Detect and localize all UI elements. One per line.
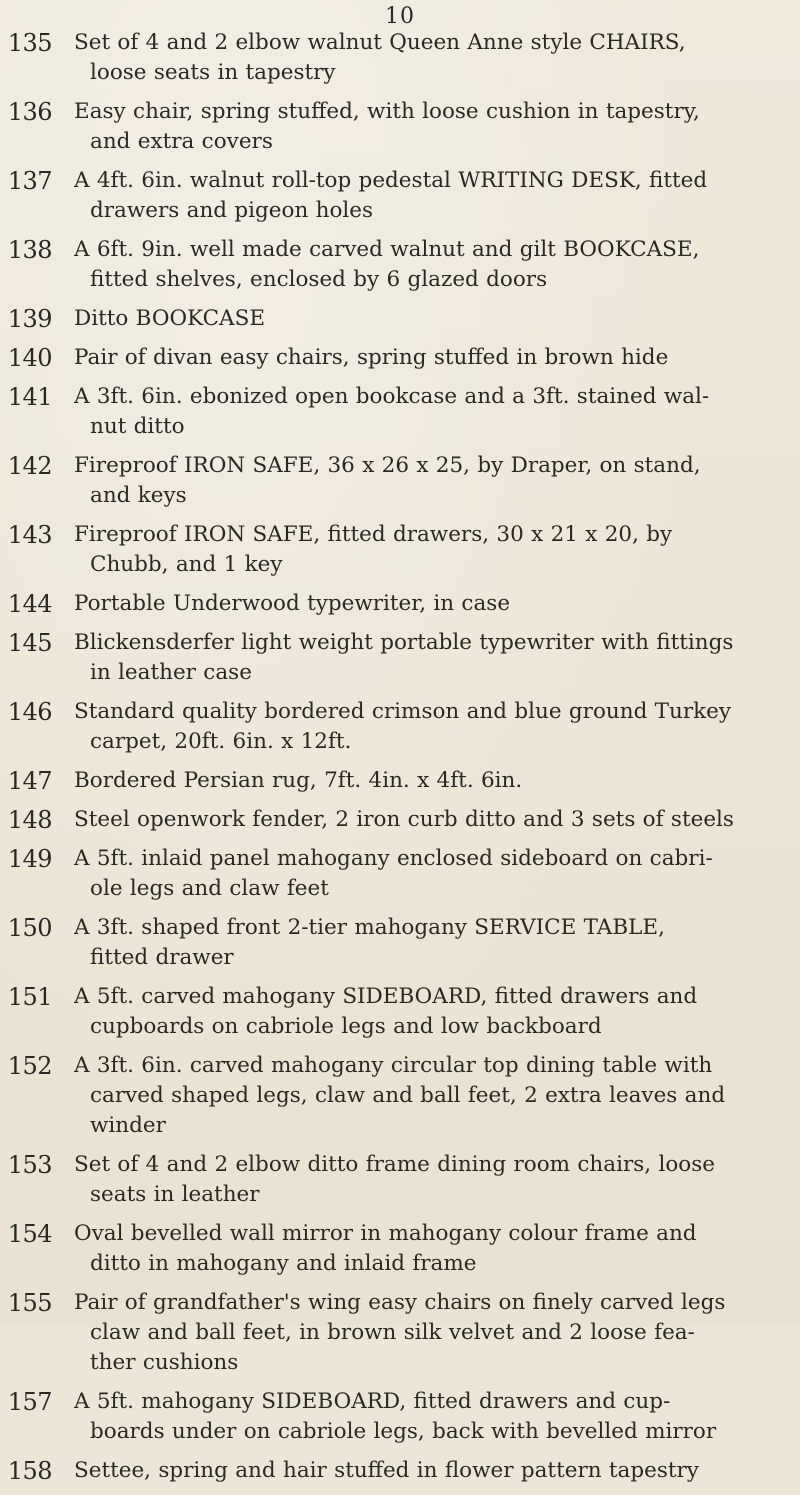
lot-number: 138: [7, 236, 52, 264]
lot-description-line: and keys: [90, 483, 187, 508]
lot-description-line: ole legs and claw feet: [90, 876, 329, 901]
lot-entry: [0, 343, 800, 373]
lot-description-line: A 5ft. mahogany SIDEBOARD, fitted drawers and cup-: [74, 1389, 671, 1414]
lot-entry: [0, 844, 800, 904]
lot-description-line: A 4ft. 6in. walnut roll-top pedestal WRITING DESK, fitted: [74, 168, 708, 193]
lot-description-line: Set of 4 and 2 elbow walnut Queen Anne style CHAIRS,: [74, 30, 686, 55]
lot-number: 155: [7, 1289, 52, 1317]
lot-number: 148: [7, 806, 52, 834]
lot-number: 143: [7, 521, 52, 549]
lot-entry: [0, 382, 800, 442]
lot-description-line: Set of 4 and 2 elbow ditto frame dining room chairs, loose: [74, 1152, 715, 1177]
lot-entry: [0, 805, 800, 835]
lot-entry: [0, 304, 800, 334]
lot-entry: [0, 451, 800, 511]
lot-description-line: loose seats in tapestry: [90, 60, 336, 85]
lot-description-line: Portable Underwood typewriter, in case: [74, 591, 511, 616]
lot-number: 151: [7, 983, 52, 1011]
lot-description-line: Bordered Persian rug, 7ft. 4in. x 4ft. 6in.: [74, 768, 523, 793]
lot-entry: [0, 235, 800, 295]
lot-number: 140: [7, 344, 52, 372]
lot-description-line: A 6ft. 9in. well made carved walnut and gilt BOOKCASE,: [74, 237, 700, 262]
lot-description-line: A 5ft. inlaid panel mahogany enclosed sideboard on cabri-: [74, 846, 713, 871]
lot-entry: [0, 97, 800, 157]
lot-description-line: A 3ft. 6in. carved mahogany circular top dining table with: [74, 1053, 713, 1078]
lot-description: [74, 1387, 798, 1447]
lot-description-line: claw and ball feet, in brown silk velvet and 2 loose fea-: [90, 1320, 695, 1345]
lot-entry: [0, 520, 800, 580]
lot-number: 149: [7, 845, 52, 873]
lot-description-line: boards under on cabriole legs, back with bevelled mirror: [90, 1419, 717, 1444]
lot-description-line: fitted shelves, enclosed by 6 glazed doors: [90, 267, 548, 292]
lot-number: 135: [7, 29, 52, 57]
lot-description-line: Pair of divan easy chairs, spring stuffed in brown hide: [74, 345, 669, 370]
lot-entry: [0, 1051, 800, 1141]
lot-description-line: Fireproof IRON SAFE, 36 x 26 x 25, by Draper, on stand,: [74, 453, 701, 478]
lot-description-line: Oval bevelled wall mirror in mahogany colour frame and: [74, 1221, 697, 1246]
lot-list: [0, 28, 800, 1495]
lot-entry: [0, 1288, 800, 1378]
lot-number: 152: [7, 1052, 52, 1080]
lot-entry: [0, 982, 800, 1042]
lot-description: [74, 451, 798, 511]
lot-description-line: Settee, spring and hair stuffed in flower pattern tapestry: [74, 1458, 699, 1483]
lot-description: [74, 235, 798, 295]
lot-description-line: Steel openwork fender, 2 iron curb ditto and 3 sets of steels: [74, 807, 734, 832]
lot-entry: [0, 1387, 800, 1447]
lot-description: [74, 97, 798, 157]
lot-description-line: fitted drawer: [90, 945, 234, 970]
lot-entry: [0, 697, 800, 757]
lot-description: [74, 697, 798, 757]
lot-description: [74, 1051, 798, 1141]
lot-entry: [0, 166, 800, 226]
lot-number: 139: [7, 305, 52, 333]
lot-entry: [0, 1219, 800, 1279]
lot-description-line: A 5ft. carved mahogany SIDEBOARD, fitted drawers and: [74, 984, 698, 1009]
lot-description: [74, 1219, 798, 1279]
lot-entry: [0, 913, 800, 973]
lot-description: [74, 1288, 798, 1378]
lot-description-line: Standard quality bordered crimson and blue ground Turkey: [74, 699, 732, 724]
lot-number: 145: [7, 629, 52, 657]
lot-entry: [0, 1150, 800, 1210]
lot-number: 136: [7, 98, 52, 126]
lot-description: [74, 304, 798, 334]
lot-description: [74, 766, 798, 796]
lot-description: [74, 166, 798, 226]
lot-description: [74, 520, 798, 580]
lot-entry: [0, 28, 800, 88]
lot-description-line: Pair of grandfather's wing easy chairs on finely carved legs: [74, 1290, 726, 1315]
lot-description-line: A 3ft. 6in. ebonized open bookcase and a 3ft. stained wal-: [74, 384, 710, 409]
lot-description-line: nut ditto: [90, 414, 185, 439]
lot-description: [74, 844, 798, 904]
lot-number: 157: [7, 1388, 52, 1416]
lot-description: [74, 589, 798, 619]
lot-description-line: Chubb, and 1 key: [90, 552, 283, 577]
lot-number: 154: [7, 1220, 52, 1248]
lot-number: 153: [7, 1151, 52, 1179]
page-number: 10: [385, 4, 415, 29]
lot-description-line: carpet, 20ft. 6in. x 12ft.: [90, 729, 352, 754]
lot-description-line: Ditto BOOKCASE: [74, 306, 266, 331]
lot-description-line: carved shaped legs, claw and ball feet, 2 extra leaves and: [90, 1083, 726, 1108]
lot-number: 141: [7, 383, 52, 411]
lot-description-line: ther cushions: [90, 1350, 239, 1375]
lot-description-line: Blickensderfer light weight portable typewriter with fittings: [74, 630, 734, 655]
lot-description: [74, 805, 798, 835]
lot-description-line: in leather case: [90, 660, 252, 685]
lot-description-line: drawers and pigeon holes: [90, 198, 374, 223]
lot-description: [74, 628, 798, 688]
lot-description-line: Easy chair, spring stuffed, with loose cushion in tapestry,: [74, 99, 700, 124]
lot-description-line: and extra covers: [90, 129, 273, 154]
lot-description-line: cupboards on cabriole legs and low backboard: [90, 1014, 602, 1039]
lot-description: [74, 382, 798, 442]
lot-entry: [0, 589, 800, 619]
lot-description: [74, 1150, 798, 1210]
lot-entry: [0, 628, 800, 688]
lot-description: [74, 343, 798, 373]
lot-number: 146: [7, 698, 52, 726]
lot-description-line: winder: [90, 1113, 166, 1138]
lot-description: [74, 28, 798, 88]
lot-description: [74, 1456, 798, 1486]
lot-description: [74, 913, 798, 973]
lot-description-line: A 3ft. shaped front 2-tier mahogany SERVICE TABLE,: [74, 915, 665, 940]
lot-number: 144: [7, 590, 52, 618]
lot-number: 147: [7, 767, 52, 795]
lot-description-line: ditto in mahogany and inlaid frame: [90, 1251, 477, 1276]
lot-description: [74, 982, 798, 1042]
lot-description-line: Fireproof IRON SAFE, fitted drawers, 30 x 21 x 20, by: [74, 522, 673, 547]
lot-number: 150: [7, 914, 52, 942]
lot-description-line: seats in leather: [90, 1182, 260, 1207]
lot-number: 137: [7, 167, 52, 195]
lot-number: 158: [7, 1457, 52, 1485]
lot-entry: [0, 766, 800, 796]
lot-entry: [0, 1456, 800, 1486]
lot-number: 142: [7, 452, 52, 480]
